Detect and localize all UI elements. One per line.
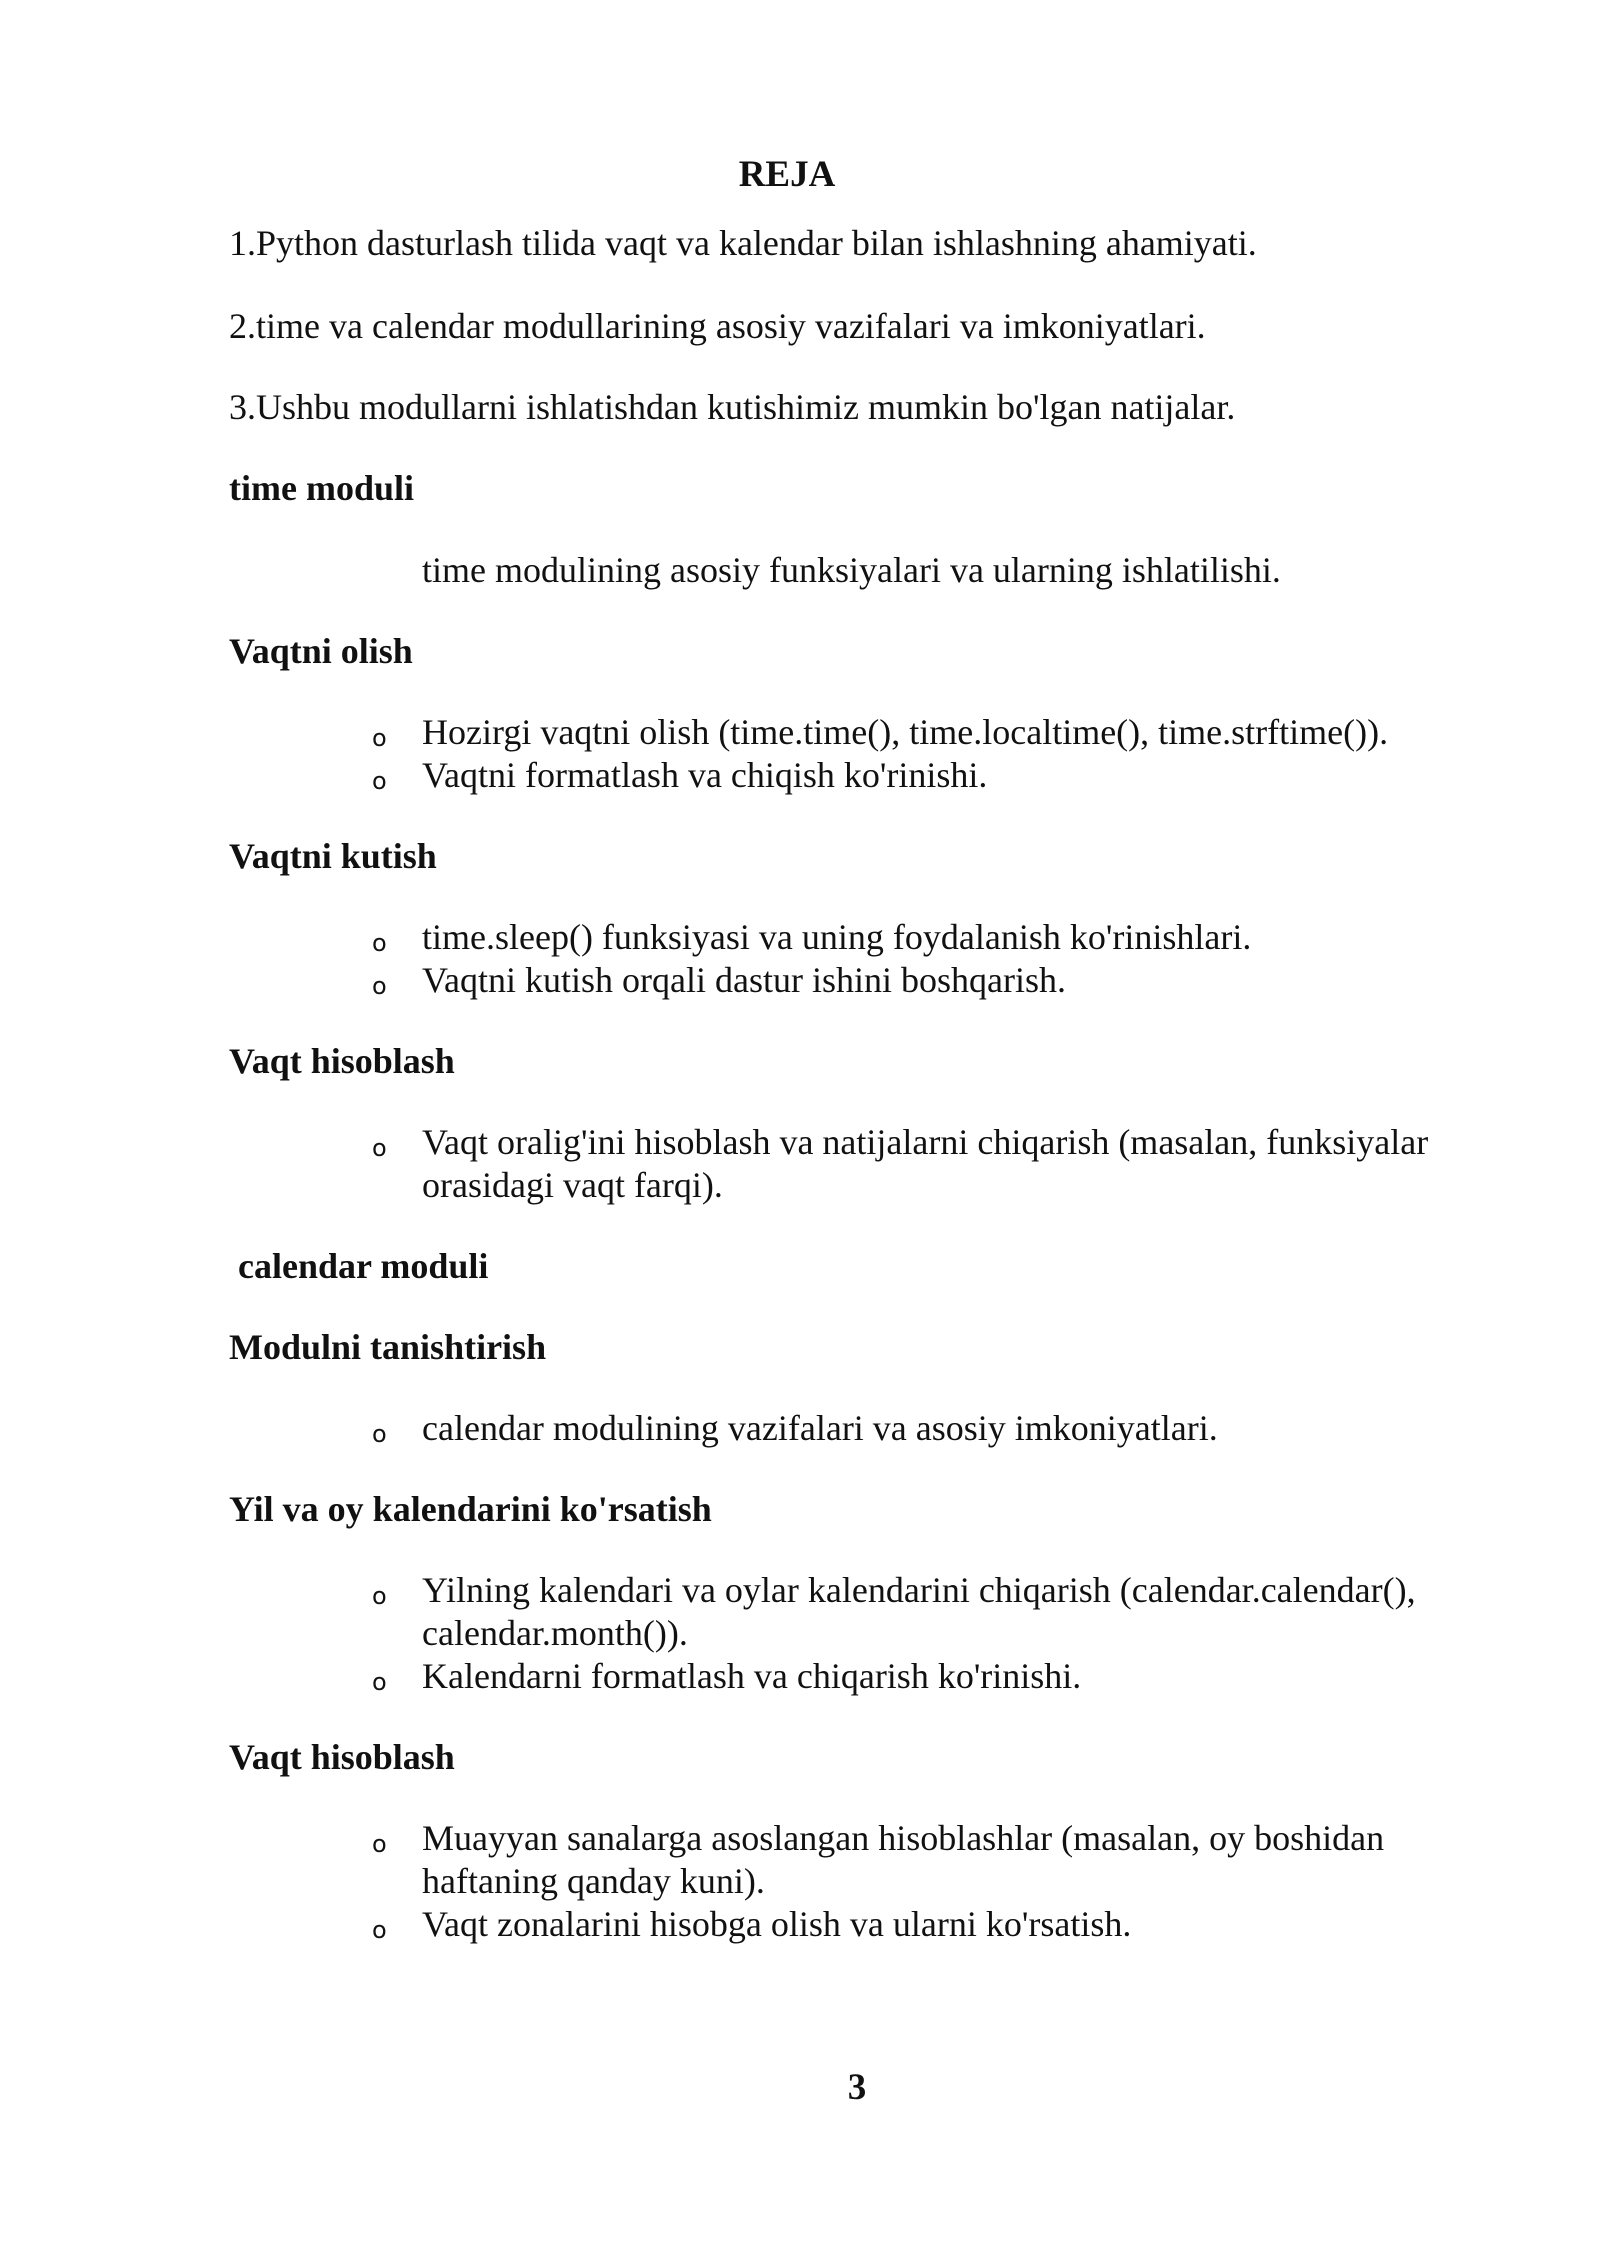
list-item — [372, 1407, 1502, 1450]
plan-item-1: 1.Python dasturlash tilida vaqt va kalendar bilan ishlashning ahamiyati. — [229, 223, 1257, 263]
list-item — [372, 1817, 1502, 1903]
bullet-list-yil-va-oy — [372, 1569, 1502, 1698]
bullet-marker-icon: o — [372, 929, 387, 957]
list-item-text: Hozirgi vaqtni olish (time.time(), time.localtime(), time.strftime()). — [422, 712, 1389, 752]
list-item-text: calendar modulining vazifalari va asosiy imkoniyatlari. — [422, 1408, 1218, 1448]
section-intro-text: time modulining asosiy funksiyalari va ularning ishlatilishi. — [422, 550, 1281, 590]
bullet-marker-icon: o — [372, 1668, 387, 1696]
list-item — [372, 1903, 1502, 1946]
list-item-text: Yilning kalendari va oylar kalendarini chiqarish (calendar.calendar(), calendar.month()). — [422, 1570, 1416, 1653]
bullet-marker-icon: o — [372, 1420, 387, 1448]
list-item-text: Vaqtni formatlash va chiqish ko'rinishi. — [422, 755, 988, 795]
section-heading-vaqtni-olish: Vaqtni olish — [229, 631, 413, 671]
bullet-list-vaqtni-olish — [372, 711, 1502, 797]
section-heading-vaqt-hisoblash: Vaqt hisoblash — [229, 1041, 455, 1081]
bullet-marker-icon: o — [372, 1916, 387, 1944]
list-item-text: Vaqt oralig'ini hisoblash va natijalarni chiqarish (masalan, funksiyalar orasidagi vaqt farqi). — [422, 1122, 1429, 1205]
bullet-marker-icon: o — [372, 972, 387, 1000]
list-item-text: Vaqtni kutish orqali dastur ishini boshqarish. — [422, 960, 1066, 1000]
list-item — [372, 711, 1502, 754]
bullet-marker-icon: o — [372, 724, 387, 752]
section-heading-calendar-moduli: calendar moduli — [229, 1246, 489, 1286]
section-heading-yil-va-oy: Yil va oy kalendarini ko'rsatish — [229, 1489, 712, 1529]
page-title: REJA — [738, 154, 836, 195]
bullet-list-vaqt-hisoblash — [372, 1121, 1502, 1207]
list-item — [372, 1655, 1502, 1698]
list-item-text: Vaqt zonalarini hisobga olish va ularni ko'rsatish. — [422, 1904, 1132, 1944]
page-number: 3 — [847, 2067, 867, 2108]
section-heading-modulni-tanishtirish: Modulni tanishtirish — [229, 1327, 547, 1367]
bullet-marker-icon: o — [372, 1830, 387, 1858]
list-item — [372, 1121, 1502, 1207]
section-heading-vaqt-hisoblash-2: Vaqt hisoblash — [229, 1737, 455, 1777]
list-item — [372, 754, 1502, 797]
list-item — [372, 959, 1502, 1002]
list-item-text: time.sleep() funksiyasi va uning foydalanish ko'rinishlari. — [422, 917, 1252, 957]
bullet-marker-icon: o — [372, 767, 387, 795]
list-item — [372, 916, 1502, 959]
section-heading-vaqtni-kutish: Vaqtni kutish — [229, 836, 437, 876]
list-item — [372, 1569, 1502, 1655]
section-heading-time-moduli: time moduli — [229, 468, 414, 508]
bullet-list-vaqtni-kutish — [372, 916, 1502, 1002]
list-item-text: Muayyan sanalarga asoslangan hisoblashlar (masalan, oy boshidan haftaning qanday kuni). — [422, 1818, 1385, 1901]
bullet-marker-icon: o — [372, 1134, 387, 1162]
bullet-list-modulni-tanishtirish — [372, 1407, 1502, 1450]
list-item-text: Kalendarni formatlash va chiqarish ko'rinishi. — [422, 1656, 1082, 1696]
plan-item-2: 2.time va calendar modullarining asosiy vazifalari va imkoniyatlari. — [229, 306, 1206, 346]
bullet-marker-icon: o — [372, 1582, 387, 1610]
plan-item-3: 3.Ushbu modullarni ishlatishdan kutishimiz mumkin bo'lgan natijalar. — [229, 387, 1236, 427]
bullet-list-vaqt-hisoblash-2 — [372, 1817, 1502, 1946]
